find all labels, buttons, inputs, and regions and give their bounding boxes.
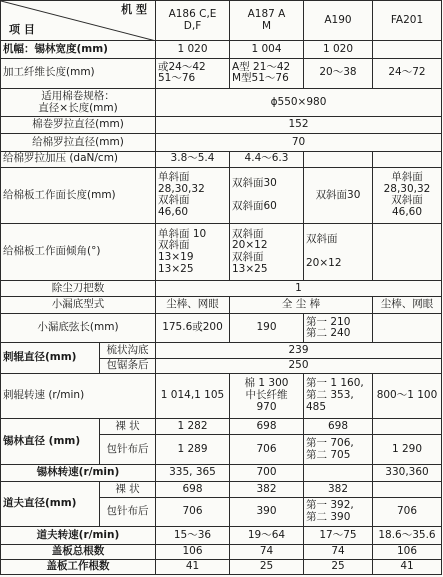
row-label: 给棉板工作面长度(mm) (1, 167, 156, 224)
header-item-label: 项 目 (9, 23, 35, 37)
cell: 24～72 (373, 58, 442, 88)
row-label: 棉卷罗拉直径(mm) (1, 117, 156, 134)
cell: 1 020 (156, 41, 230, 58)
row-label: 给棉板工作面倾角(°) (1, 224, 156, 281)
table-row (1, 297, 442, 314)
header-corner-cell (1, 1, 156, 41)
cell: 70 (156, 134, 442, 151)
cell: 1 020 (304, 41, 373, 58)
cell (373, 481, 442, 497)
cell: 106 (156, 544, 230, 559)
cell: 41 (373, 559, 442, 574)
cell: 74 (304, 544, 373, 559)
row-label: 道夫转速(r/min) (1, 527, 156, 544)
cell: 175.6或200 (156, 314, 230, 343)
table-row (1, 117, 442, 134)
cell (373, 41, 442, 58)
table-row (1, 343, 442, 358)
row-label: 刺辊转速 (r/min) (1, 373, 156, 418)
sub-label: 梳状沟底 (100, 343, 156, 358)
row-label: 刺辊直径(mm) (1, 343, 100, 373)
row-label: 盖板工作根数 (1, 559, 156, 574)
row-label: 除尘刀把数 (1, 280, 156, 296)
table-row (1, 41, 442, 58)
cell: 190 (230, 314, 304, 343)
model-a190: A190 (304, 1, 373, 41)
sub-label: 裸 状 (100, 419, 156, 435)
cell: 382 (230, 481, 304, 497)
row-label: 道夫直径(mm) (1, 481, 100, 526)
table-row (1, 464, 442, 481)
table-row (1, 544, 442, 559)
table-row (1, 167, 442, 224)
row-label: 加工纤维长度(mm) (1, 58, 156, 88)
table-row (1, 280, 442, 296)
cell (373, 314, 442, 343)
model-fa201: FA201 (373, 1, 442, 41)
cell (373, 151, 442, 167)
cell (304, 464, 373, 481)
cell: 698 (230, 419, 304, 435)
cell: 382 (304, 481, 373, 497)
cell: 250 (156, 358, 442, 373)
cell: 或24～42 51～76 (156, 58, 230, 88)
cell: 尘棒、网眼 (373, 297, 442, 314)
table-row (1, 527, 442, 544)
cell (373, 419, 442, 435)
cell: 335, 365 (156, 464, 230, 481)
cell: 800～1 100 (373, 373, 442, 418)
cell: 4.4～6.3 (230, 151, 304, 167)
table-row (1, 419, 442, 435)
cell: 20～38 (304, 58, 373, 88)
cell: 单斜面 10 双斜面 13×19 13×25 (156, 224, 230, 281)
cell: 全 尘 棒 (230, 297, 373, 314)
sub-label: 包针布后 (100, 498, 156, 527)
cell: 1 014,1 105 (156, 373, 230, 418)
table-row (1, 151, 442, 167)
cell: 第一 210 第二 240 (304, 314, 373, 343)
cell: 19～64 (230, 527, 304, 544)
table-row (1, 134, 442, 151)
cell: 698 (304, 419, 373, 435)
cell: 390 (230, 498, 304, 527)
cell: 第一 706, 第二 705 (304, 435, 373, 464)
cell: 单斜面 28,30,32 双斜面 46,60 (156, 167, 230, 224)
cell (304, 151, 373, 167)
cell: 330,360 (373, 464, 442, 481)
table-row (1, 559, 442, 574)
cell: 17～75 (304, 527, 373, 544)
cell: 706 (373, 498, 442, 527)
row-label: 给棉罗拉加压 (daN/cm) (1, 151, 156, 167)
cell: 双斜面30 (304, 167, 373, 224)
cell (373, 224, 442, 281)
cell: 双斜面 20×12 双斜面 13×25 (230, 224, 304, 281)
row-label: 适用棉卷规格： 直径×长度(mm) (1, 88, 156, 116)
row-label: 盖板总根数 (1, 544, 156, 559)
cell: 棉 1 300 中长纤维 970 (230, 373, 304, 418)
row-label: 给棉罗拉直径(mm) (1, 134, 156, 151)
header-row (1, 1, 442, 41)
cell: 3.8～5.4 (156, 151, 230, 167)
cell: 25 (230, 559, 304, 574)
table-row (1, 88, 442, 116)
cell: 700 (230, 464, 304, 481)
row-label: 小漏底弦长(mm) (1, 314, 156, 343)
cell: 尘棒、网眼 (156, 297, 230, 314)
row-label: 锡林直径 (mm) (1, 419, 100, 464)
table-row (1, 481, 442, 497)
sub-label: 包锯条后 (100, 358, 156, 373)
cell: 1 282 (156, 419, 230, 435)
table-row (1, 314, 442, 343)
cell: 第一 392, 第二 390 (304, 498, 373, 527)
cell: 18.6～35.6 (373, 527, 442, 544)
cell: 双斜面30 双斜面60 (230, 167, 304, 224)
model-a187: A187 A M (230, 1, 304, 41)
cell: 单斜面 28,30,32 双斜面 46,60 (373, 167, 442, 224)
header-machine-label: 机 型 (121, 3, 147, 16)
cell: ϕ550×980 (156, 88, 442, 116)
cell: 706 (230, 435, 304, 464)
row-label: 机幅：锡林宽度(mm) (1, 41, 156, 58)
table-row (1, 224, 442, 281)
cell: 双斜面 20×12 (304, 224, 373, 281)
row-label: 小漏底型式 (1, 297, 156, 314)
sub-label: 裸 状 (100, 481, 156, 497)
sub-label: 包针布后 (100, 435, 156, 464)
cell: 41 (156, 559, 230, 574)
cell: 15～36 (156, 527, 230, 544)
cell: 25 (304, 559, 373, 574)
cell: 239 (156, 343, 442, 358)
cell: 106 (373, 544, 442, 559)
table-row (1, 58, 442, 88)
cell: 1 290 (373, 435, 442, 464)
cell: 698 (156, 481, 230, 497)
cell: 706 (156, 498, 230, 527)
table-row (1, 373, 442, 418)
cell: 1 004 (230, 41, 304, 58)
cell: 74 (230, 544, 304, 559)
cell: 1 289 (156, 435, 230, 464)
cell: 第一 1 160, 第二 353, 485 (304, 373, 373, 418)
model-a186: A186 C,E D,F (156, 1, 230, 41)
cell: 1 (156, 280, 442, 296)
row-label: 锡林转速(r/min) (1, 464, 156, 481)
cell: 152 (156, 117, 442, 134)
cell: A型 21～42 M型51～76 (230, 58, 304, 88)
